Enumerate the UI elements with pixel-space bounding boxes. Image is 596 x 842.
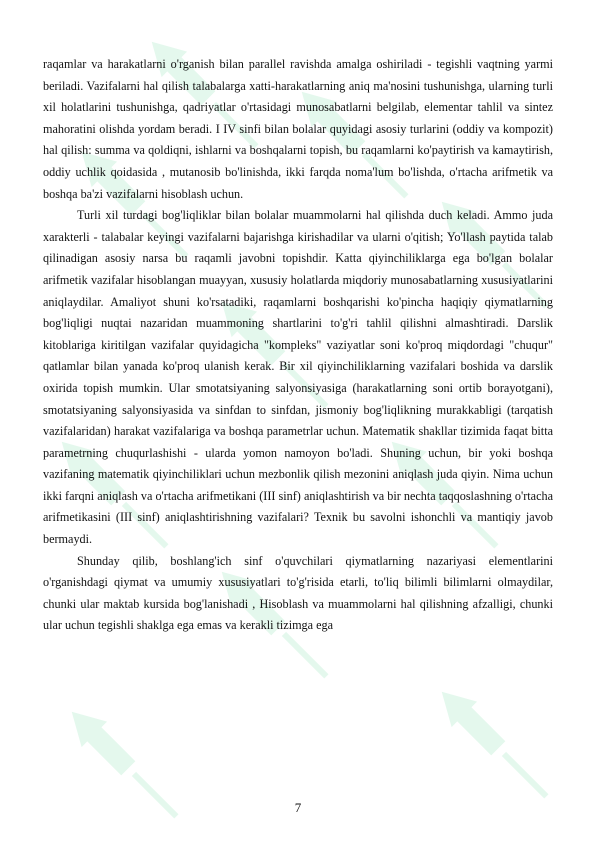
page-number: 7	[294, 800, 302, 815]
paragraph: Shunday qilib, boshlang'ich sinf o'quvchilari qiymatlarning nazariyasi elementlarini o'rganishdagi qiymat va umumiy xususiyatlari to'g'risida etarli, to'liq bilimli bilimlarni olmaydilar, chunki ular maktab kursida bog'lanishadi , Hisoblash va muammolarni hal qilishning afzalligi, chunki ular uchun tegishli shaklga ega emas va kerakli tizimga ega	[43, 553, 553, 633]
paragraph: raqamlar va harakatlarni o'rganish bilan parallel ravishda amalga oshiriladi - tegishli vaqtning yarmi beriladi. Vazifalarni hal qilish talabalarga xatti-harakatlarning aniq ma'nosini tushunishga, ularning turli xil holatlarini tushunishga, qadriyatlar o'rtasidagi munosabatlarni belgilab, elementar tahlil va sintez mahoratini olishda yordam beradi. I IV sinfi bilan bolalar quyidagi asosiy turlarini (oddiy va kompozit) hal qilish: summa va qoldiqni, ishlarni va boshqalarni topish, bu raqamlarni ko'paytirish va kamaytirish, oddiy uchlik qoidasida , mutanosib bo'linishda, ikki farqda noma'lum bo'lishda, o'rtacha arifmetik va boshqa ba'zi vazifalarni hisoblash uchun.	[43, 57, 553, 201]
body-text	[43, 54, 553, 637]
paragraph: Turli xil turdagi bog'liqliklar bilan bolalar muammolarni hal qilishda duch keladi. Ammo juda xarakterli - talabalar keyingi vazifalarni bajarishga kirishadilar va ularni o'qitish; Yo'llash paytida talab qilinadigan asosiy narsa bu raqamli javobni topishdir. Katta qiyinchiliklarga ega bo'lgan bolalar arifmetik vazifalar hisoblangan muayyan, xususiy holatlarda miqdoriy munosabatlarning xususiyatlarini aniqlaydilar. Amaliyot shuni ko'rsatadiki, raqamlarni boshqarishi ko'pincha haqiqiy qiymatlarning bog'liqligi nuqtai nazaridan muammoning shartlarini to'g'ri tahlil qilishni almashtiradi. Darslik kitoblariga kiritilgan vazifalar quyidagicha "kompleks" vaziyatlar soni ko'proq miqdordagi "chuqur" qatlamlar bilan yanada ko'proq ulanish kerak. Bir xil qiyinchiliklarning vazifalari boshida va darslik oxirida topish mumkin. Ular smotatsiyaning salyonsiyasiga (harakatlarning soni ortib borayotgani), smotatsiyaning salyonsiyasida va sinfdan to sinfdan, jismoniy bog'liqlikning murakkabligi (tarqatish vazifalaridan) harakat vazifalariga va boshqa parametrlar uchun. Matematik shakllar tizimida faqat bitta parametrning chuqurlashishi - ularda yomon namoyon bo'ladi. Shuning uchun, bir yoki boshqa vazifaning matematik qiyinchiliklari uchun mezbonlik qilish mezonini aniqlash juda qiyin. Nima uchun ikki farqni aniqlash va o'rtacha arifmetikani (III sinf) aniqlashtirish va bir nechta taqqoslashning o'rtacha arifmetikasini (III sinf) aniqlashtirishning vazifalari? Texnik bu savolni ishonchli va mantiqiy javob bermaydi.	[43, 208, 553, 547]
watermark-mark	[429, 679, 559, 809]
